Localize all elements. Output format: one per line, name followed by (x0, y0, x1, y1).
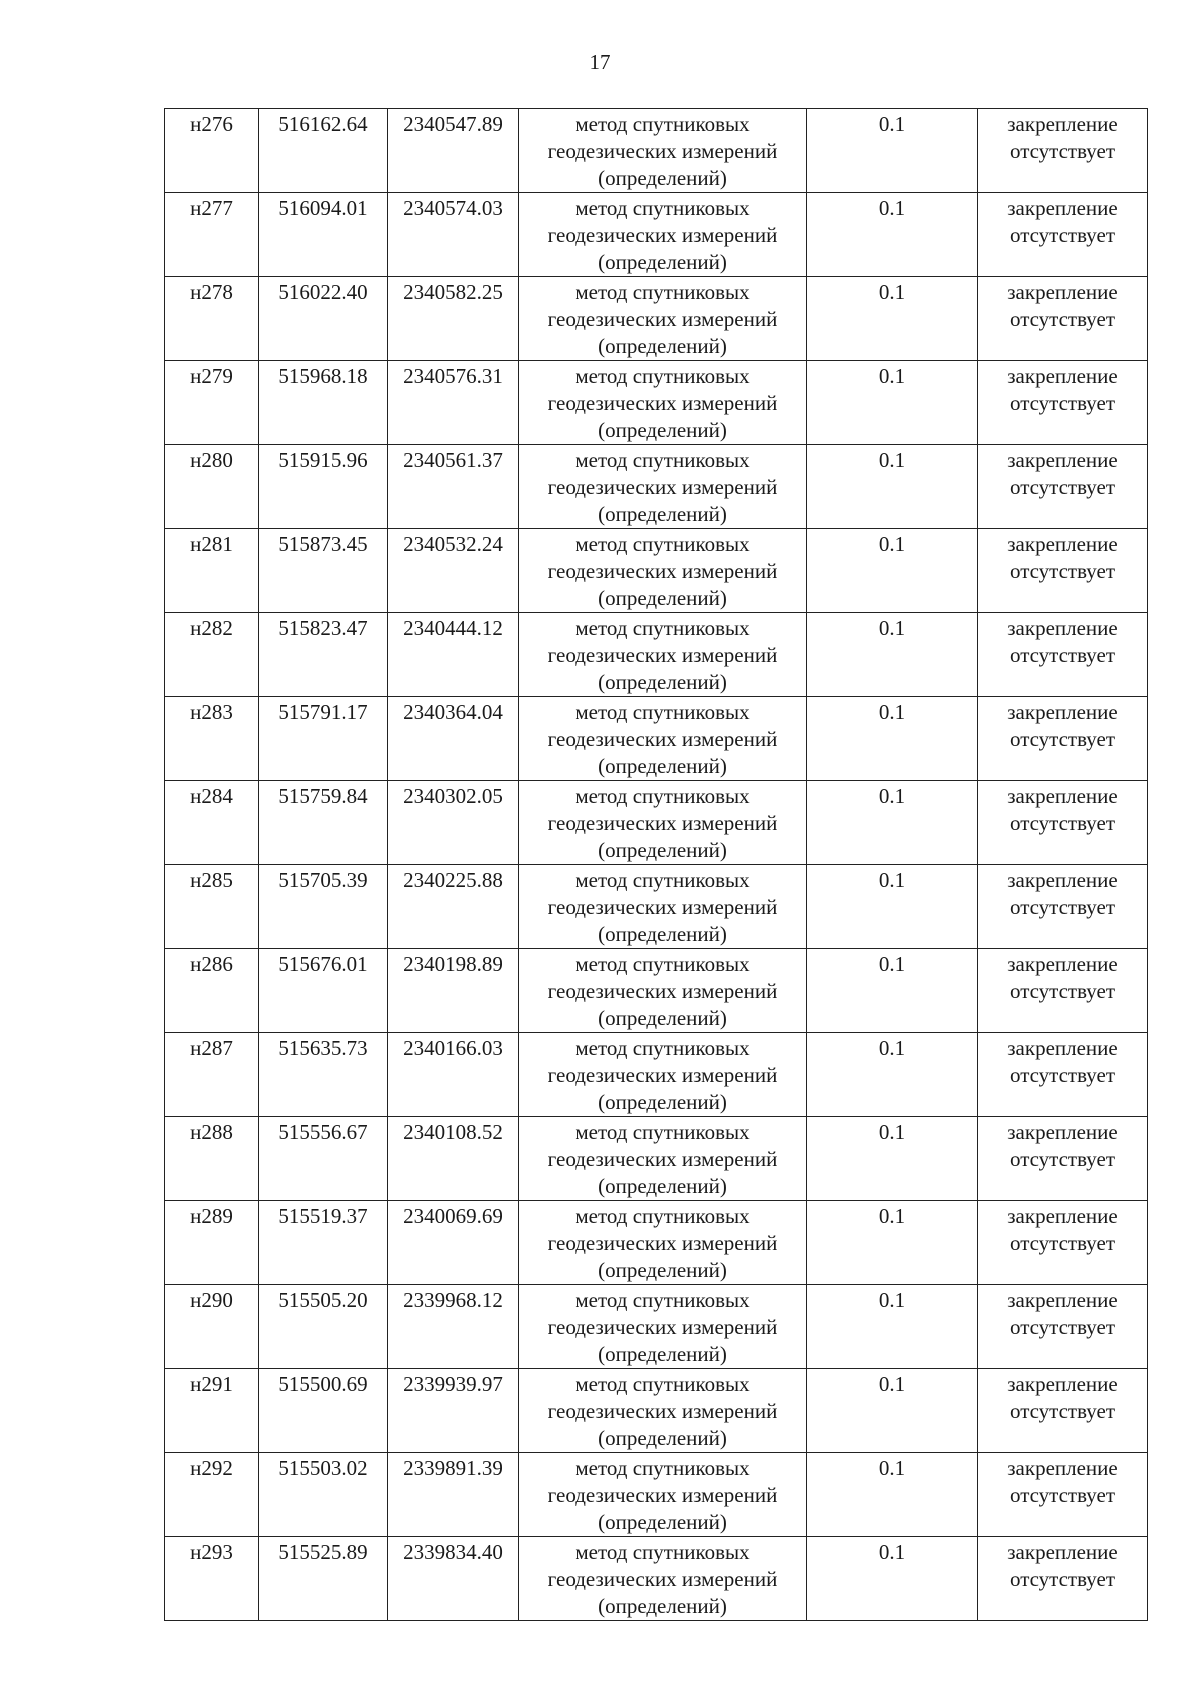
y-coordinate-cell: 2340069.69 (388, 1201, 519, 1285)
marker-description-cell: закрепление отсутствует (978, 361, 1148, 445)
page-number: 17 (589, 50, 611, 74)
point-name-cell: н285 (165, 865, 259, 949)
method-cell: метод спутниковых геодезических измерений (определений) (519, 277, 807, 361)
method-cell: метод спутниковых геодезических измерений (определений) (519, 1201, 807, 1285)
x-coordinate-cell: 515759.84 (259, 781, 388, 865)
accuracy-cell: 0.1 (807, 1369, 978, 1453)
marker-description-cell: закрепление отсутствует (978, 613, 1148, 697)
table-row (165, 1201, 1148, 1285)
table-row (165, 613, 1148, 697)
point-name-cell: н293 (165, 1537, 259, 1621)
marker-description-cell: закрепление отсутствует (978, 109, 1148, 193)
point-name-cell: н280 (165, 445, 259, 529)
point-name-cell: н284 (165, 781, 259, 865)
point-name-cell: н289 (165, 1201, 259, 1285)
marker-description-cell: закрепление отсутствует (978, 1537, 1148, 1621)
marker-description-cell: закрепление отсутствует (978, 1369, 1148, 1453)
x-coordinate-cell: 516094.01 (259, 193, 388, 277)
y-coordinate-cell: 2340547.89 (388, 109, 519, 193)
table-row (165, 1285, 1148, 1369)
y-coordinate-cell: 2340166.03 (388, 1033, 519, 1117)
table-row (165, 1033, 1148, 1117)
marker-description-cell: закрепление отсутствует (978, 865, 1148, 949)
marker-description-cell: закрепление отсутствует (978, 277, 1148, 361)
x-coordinate-cell: 515500.69 (259, 1369, 388, 1453)
method-cell: метод спутниковых геодезических измерений (определений) (519, 1117, 807, 1201)
accuracy-cell: 0.1 (807, 1033, 978, 1117)
y-coordinate-cell: 2340444.12 (388, 613, 519, 697)
accuracy-cell: 0.1 (807, 445, 978, 529)
y-coordinate-cell: 2340198.89 (388, 949, 519, 1033)
coordinates-table (164, 108, 1148, 1621)
method-cell: метод спутниковых геодезических измерений (определений) (519, 1033, 807, 1117)
accuracy-cell: 0.1 (807, 361, 978, 445)
y-coordinate-cell: 2340576.31 (388, 361, 519, 445)
marker-description-cell: закрепление отсутствует (978, 1201, 1148, 1285)
coordinates-table-body (165, 109, 1148, 1621)
point-name-cell: н292 (165, 1453, 259, 1537)
x-coordinate-cell: 515635.73 (259, 1033, 388, 1117)
accuracy-cell: 0.1 (807, 193, 978, 277)
x-coordinate-cell: 515915.96 (259, 445, 388, 529)
marker-description-cell: закрепление отсутствует (978, 781, 1148, 865)
accuracy-cell: 0.1 (807, 1117, 978, 1201)
point-name-cell: н282 (165, 613, 259, 697)
point-name-cell: н281 (165, 529, 259, 613)
x-coordinate-cell: 515968.18 (259, 361, 388, 445)
table-row (165, 529, 1148, 613)
x-coordinate-cell: 515676.01 (259, 949, 388, 1033)
x-coordinate-cell: 515791.17 (259, 697, 388, 781)
point-name-cell: н288 (165, 1117, 259, 1201)
x-coordinate-cell: 516162.64 (259, 109, 388, 193)
y-coordinate-cell: 2340364.04 (388, 697, 519, 781)
table-row (165, 445, 1148, 529)
x-coordinate-cell: 515873.45 (259, 529, 388, 613)
y-coordinate-cell: 2340302.05 (388, 781, 519, 865)
table-row (165, 949, 1148, 1033)
method-cell: метод спутниковых геодезических измерений (определений) (519, 1285, 807, 1369)
method-cell: метод спутниковых геодезических измерений (определений) (519, 361, 807, 445)
x-coordinate-cell: 515556.67 (259, 1117, 388, 1201)
point-name-cell: н278 (165, 277, 259, 361)
marker-description-cell: закрепление отсутствует (978, 1285, 1148, 1369)
accuracy-cell: 0.1 (807, 949, 978, 1033)
marker-description-cell: закрепление отсутствует (978, 529, 1148, 613)
x-coordinate-cell: 516022.40 (259, 277, 388, 361)
x-coordinate-cell: 515503.02 (259, 1453, 388, 1537)
y-coordinate-cell: 2340108.52 (388, 1117, 519, 1201)
method-cell: метод спутниковых геодезических измерений (определений) (519, 613, 807, 697)
accuracy-cell: 0.1 (807, 1201, 978, 1285)
point-name-cell: н290 (165, 1285, 259, 1369)
table-row (165, 193, 1148, 277)
table-row (165, 277, 1148, 361)
marker-description-cell: закрепление отсутствует (978, 1033, 1148, 1117)
marker-description-cell: закрепление отсутствует (978, 1117, 1148, 1201)
accuracy-cell: 0.1 (807, 277, 978, 361)
point-name-cell: н276 (165, 109, 259, 193)
marker-description-cell: закрепление отсутствует (978, 445, 1148, 529)
table-row (165, 361, 1148, 445)
x-coordinate-cell: 515705.39 (259, 865, 388, 949)
x-coordinate-cell: 515525.89 (259, 1537, 388, 1621)
y-coordinate-cell: 2339891.39 (388, 1453, 519, 1537)
method-cell: метод спутниковых геодезических измерений (определений) (519, 949, 807, 1033)
marker-description-cell: закрепление отсутствует (978, 949, 1148, 1033)
accuracy-cell: 0.1 (807, 1285, 978, 1369)
point-name-cell: н286 (165, 949, 259, 1033)
y-coordinate-cell: 2339834.40 (388, 1537, 519, 1621)
method-cell: метод спутниковых геодезических измерений (определений) (519, 109, 807, 193)
y-coordinate-cell: 2339968.12 (388, 1285, 519, 1369)
table-row (165, 1537, 1148, 1621)
point-name-cell: н277 (165, 193, 259, 277)
accuracy-cell: 0.1 (807, 1537, 978, 1621)
x-coordinate-cell: 515505.20 (259, 1285, 388, 1369)
method-cell: метод спутниковых геодезических измерений (определений) (519, 697, 807, 781)
y-coordinate-cell: 2340225.88 (388, 865, 519, 949)
point-name-cell: н279 (165, 361, 259, 445)
marker-description-cell: закрепление отсутствует (978, 697, 1148, 781)
marker-description-cell: закрепление отсутствует (978, 1453, 1148, 1537)
point-name-cell: н283 (165, 697, 259, 781)
method-cell: метод спутниковых геодезических измерений (определений) (519, 1369, 807, 1453)
method-cell: метод спутниковых геодезических измерений (определений) (519, 529, 807, 613)
accuracy-cell: 0.1 (807, 109, 978, 193)
table-row (165, 1453, 1148, 1537)
table-row (165, 697, 1148, 781)
accuracy-cell: 0.1 (807, 529, 978, 613)
table-row (165, 865, 1148, 949)
table-row (165, 1117, 1148, 1201)
marker-description-cell: закрепление отсутствует (978, 193, 1148, 277)
accuracy-cell: 0.1 (807, 781, 978, 865)
method-cell: метод спутниковых геодезических измерений (определений) (519, 1453, 807, 1537)
point-name-cell: н291 (165, 1369, 259, 1453)
x-coordinate-cell: 515519.37 (259, 1201, 388, 1285)
accuracy-cell: 0.1 (807, 1453, 978, 1537)
table-row (165, 109, 1148, 193)
method-cell: метод спутниковых геодезических измерений (определений) (519, 865, 807, 949)
method-cell: метод спутниковых геодезических измерений (определений) (519, 781, 807, 865)
accuracy-cell: 0.1 (807, 697, 978, 781)
table-row (165, 1369, 1148, 1453)
y-coordinate-cell: 2340582.25 (388, 277, 519, 361)
method-cell: метод спутниковых геодезических измерений (определений) (519, 1537, 807, 1621)
accuracy-cell: 0.1 (807, 865, 978, 949)
table-row (165, 781, 1148, 865)
y-coordinate-cell: 2340574.03 (388, 193, 519, 277)
point-name-cell: н287 (165, 1033, 259, 1117)
accuracy-cell: 0.1 (807, 613, 978, 697)
y-coordinate-cell: 2340532.24 (388, 529, 519, 613)
method-cell: метод спутниковых геодезических измерений (определений) (519, 193, 807, 277)
y-coordinate-cell: 2340561.37 (388, 445, 519, 529)
method-cell: метод спутниковых геодезических измерений (определений) (519, 445, 807, 529)
x-coordinate-cell: 515823.47 (259, 613, 388, 697)
y-coordinate-cell: 2339939.97 (388, 1369, 519, 1453)
